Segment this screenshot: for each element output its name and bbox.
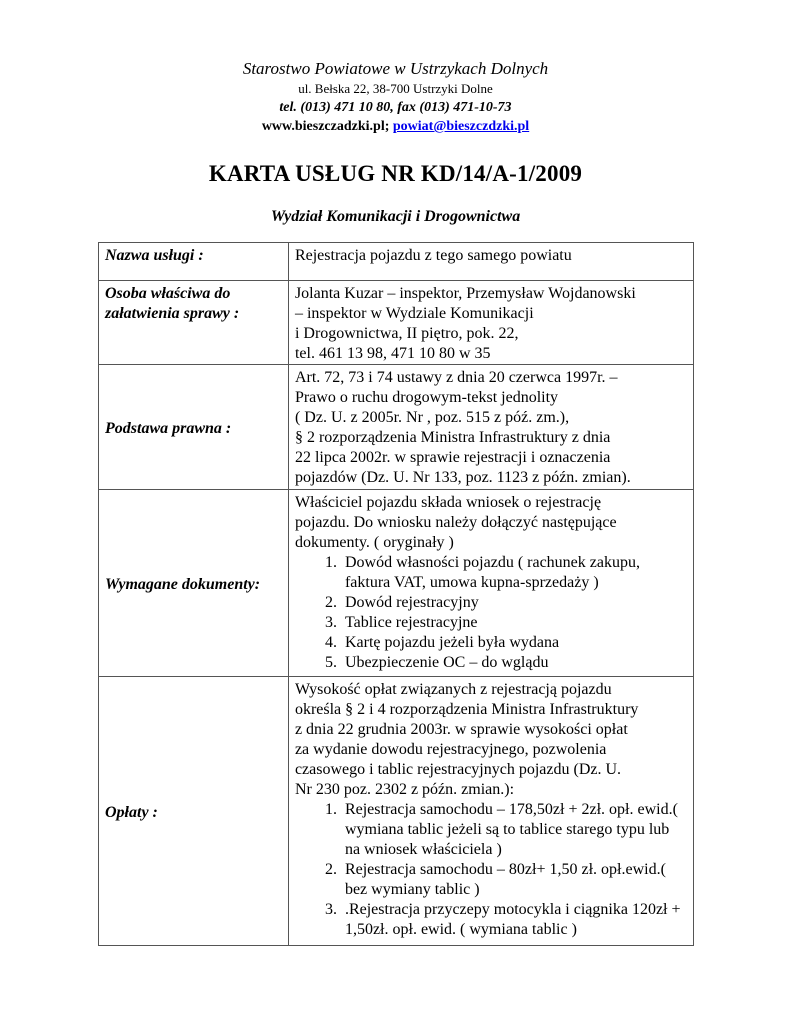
row-value [288,281,693,365]
text-line: z dnia 22 grudnia 2003r. w sprawie wysokości opłat [294,721,628,738]
text-line: określa § 2 i 4 rozporządzenia Ministra Infrastruktury [294,701,639,718]
text-line: pojazdu. Do wniosku należy dołączyć następujące [294,514,617,531]
list-item: 4. Kartę pojazdu jeżeli była wydana [341,633,687,653]
list-item: 1. Rejestracja samochodu – 178,50zł + 2zł. opł. ewid.( wymiana tablic jeżeli są to tablice starego typu lub na wniosek właściciela ) [341,800,687,860]
text-line: 22 lipca 2002r. w sprawie rejestracji i oznaczenia [294,449,611,466]
text-line: pojazdów (Dz. U. Nr 133, poz. 1123 z późn. zmian). [294,469,631,486]
text-line: – inspektor w Wydziale Komunikacji [294,305,534,322]
text-line: tel. 461 13 98, 471 10 80 w 35 [294,345,491,362]
list-item: 2. Rejestracja samochodu – 80zł+ 1,50 zł. opł.ewid.( bez wymiany tablic ) [341,860,687,900]
office-phone: tel. (013) 471 10 80, fax (013) 471-10-73 [279,100,512,115]
text-line: Prawo o ruchu drogowym-tekst jednolity [294,389,559,406]
table-row [99,677,694,946]
contact-line [0,117,791,137]
row-label: Podstawa prawna : [99,365,289,490]
document-title: KARTA USŁUG NR KD/14/A-1/2009 [208,161,583,186]
text-line: czasowego i tablic rejestracyjnych pojazdu (Dz. U. [294,761,622,778]
list-item: 3. .Rejestracja przyczepy motocykla i ciągnika 120zł + 1,50zł. opł. ewid. ( wymiana tablic ) [341,900,687,940]
table-row [99,490,694,677]
table-row [99,281,694,365]
email-link[interactable]: powiat@bieszczdzki.pl [392,119,530,134]
department-name: Wydział Komunikacji i Drogownictwa [270,208,521,225]
text-line: Jolanta Kuzar – inspektor, Przemysław Wojdanowski [294,285,636,302]
list-item: 3. Tablice rejestracyjne [341,613,687,633]
table-row [99,365,694,490]
website-link[interactable]: www.bieszczadzki.pl; [261,119,390,134]
text-line: dokumenty. ( oryginały ) [294,534,454,551]
text-line: Nr 230 poz. 2302 z późn. zmian.): [294,781,515,798]
office-name: Starostwo Powiatowe w Ustrzykach Dolnych [242,59,549,78]
fees-list [295,800,687,940]
text-line: i Drogownictwa, II piętro, pok. 22, [294,325,519,342]
row-label: Wymagane dokumenty: [99,490,289,677]
row-value [288,490,693,677]
text-line: Właściciel pojazdu składa wniosek o rejestrację [294,494,602,511]
text-line: Wysokość opłat związanych z rejestracją pojazdu [294,681,612,698]
office-address: ul. Bełska 22, 38-700 Ustrzyki Dolne [298,81,493,96]
required-documents-list [295,553,687,673]
list-item: 1. Dowód własności pojazdu ( rachunek zakupu, faktura VAT, umowa kupna-sprzedaży ) [341,553,687,593]
list-item: 5. Ubezpieczenie OC – do wglądu [341,653,687,673]
row-label: Nazwa usługi : [99,243,289,281]
row-label: Opłaty : [99,677,289,946]
row-value [288,365,693,490]
table-row [99,243,694,281]
row-label: Osoba właściwa do załatwienia sprawy : [99,281,289,365]
document-header [0,58,791,137]
list-item: 2. Dowód rejestracyjny [341,593,687,613]
text-line: § 2 rozporządzenia Ministra Infrastruktury z dnia [294,429,611,446]
row-value: Rejestracja pojazdu z tego samego powiatu [288,243,693,281]
row-value [288,677,693,946]
text-line: ( Dz. U. z 2005r. Nr , poz. 515 z póź. zm.), [294,409,570,426]
service-card-table [98,242,694,946]
text-line: Art. 72, 73 i 74 ustawy z dnia 20 czerwca 1997r. – [294,369,618,386]
text-line: za wydanie dowodu rejestracyjnego, pozwolenia [294,741,607,758]
